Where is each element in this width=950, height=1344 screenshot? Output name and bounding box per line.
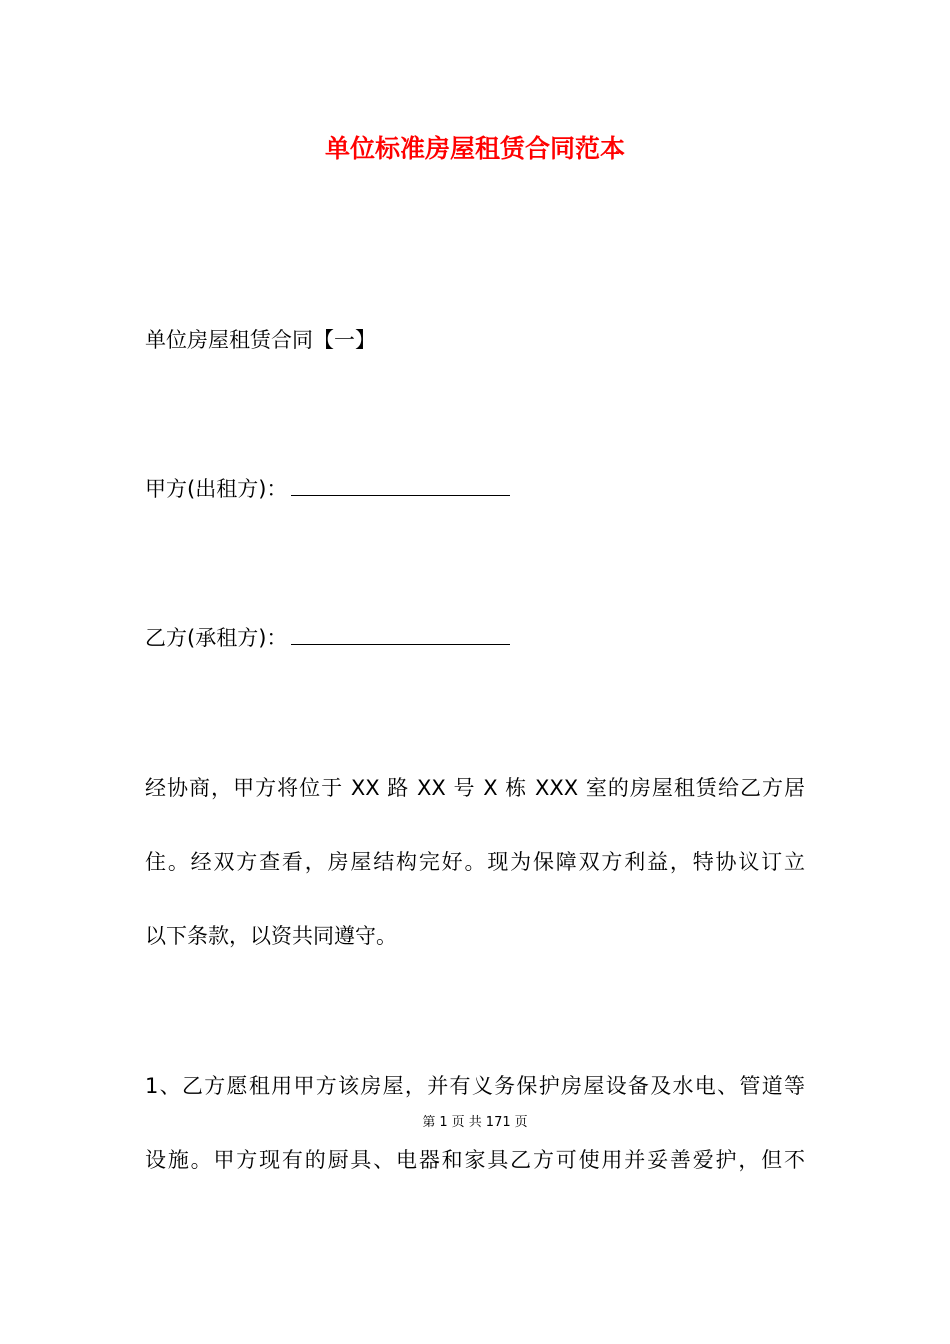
clause1-line2: 设施。甲方现有的厨具、电器和家具乙方可使用并妥善爱护，但不 bbox=[145, 1148, 805, 1172]
party-a-label: 甲方(出租方)： bbox=[145, 477, 288, 501]
section-heading: 单位房屋租赁合同【一】 bbox=[145, 328, 376, 352]
page-footer bbox=[0, 1113, 950, 1133]
document-title: 单位标准房屋租赁合同范本 bbox=[324, 134, 625, 163]
footer-current-page: 1 bbox=[439, 1115, 448, 1130]
party-b-line bbox=[145, 623, 510, 653]
footer-suffix: 页 bbox=[514, 1115, 528, 1130]
party-b-blank bbox=[291, 624, 510, 645]
party-a-line bbox=[145, 474, 510, 504]
footer-prefix: 第 bbox=[422, 1115, 436, 1130]
paragraph1-line3: 以下条款，以资共同遵守。 bbox=[145, 924, 397, 948]
footer-total-pages: 171 bbox=[485, 1115, 511, 1130]
clause1-line1: 1、乙方愿租用甲方该房屋，并有义务保护房屋设备及水电、管道等 bbox=[145, 1074, 805, 1098]
footer-middle: 页 共 bbox=[451, 1115, 482, 1130]
paragraph1-line1: 经协商，甲方将位于 XX 路 XX 号 X 栋 XXX 室的房屋租赁给乙方居 bbox=[145, 776, 805, 800]
party-b-label: 乙方(承租方)： bbox=[145, 626, 288, 650]
party-a-blank bbox=[291, 475, 510, 496]
paragraph1-line2: 住。经双方查看，房屋结构完好。现为保障双方利益，特协议订立 bbox=[145, 850, 805, 874]
